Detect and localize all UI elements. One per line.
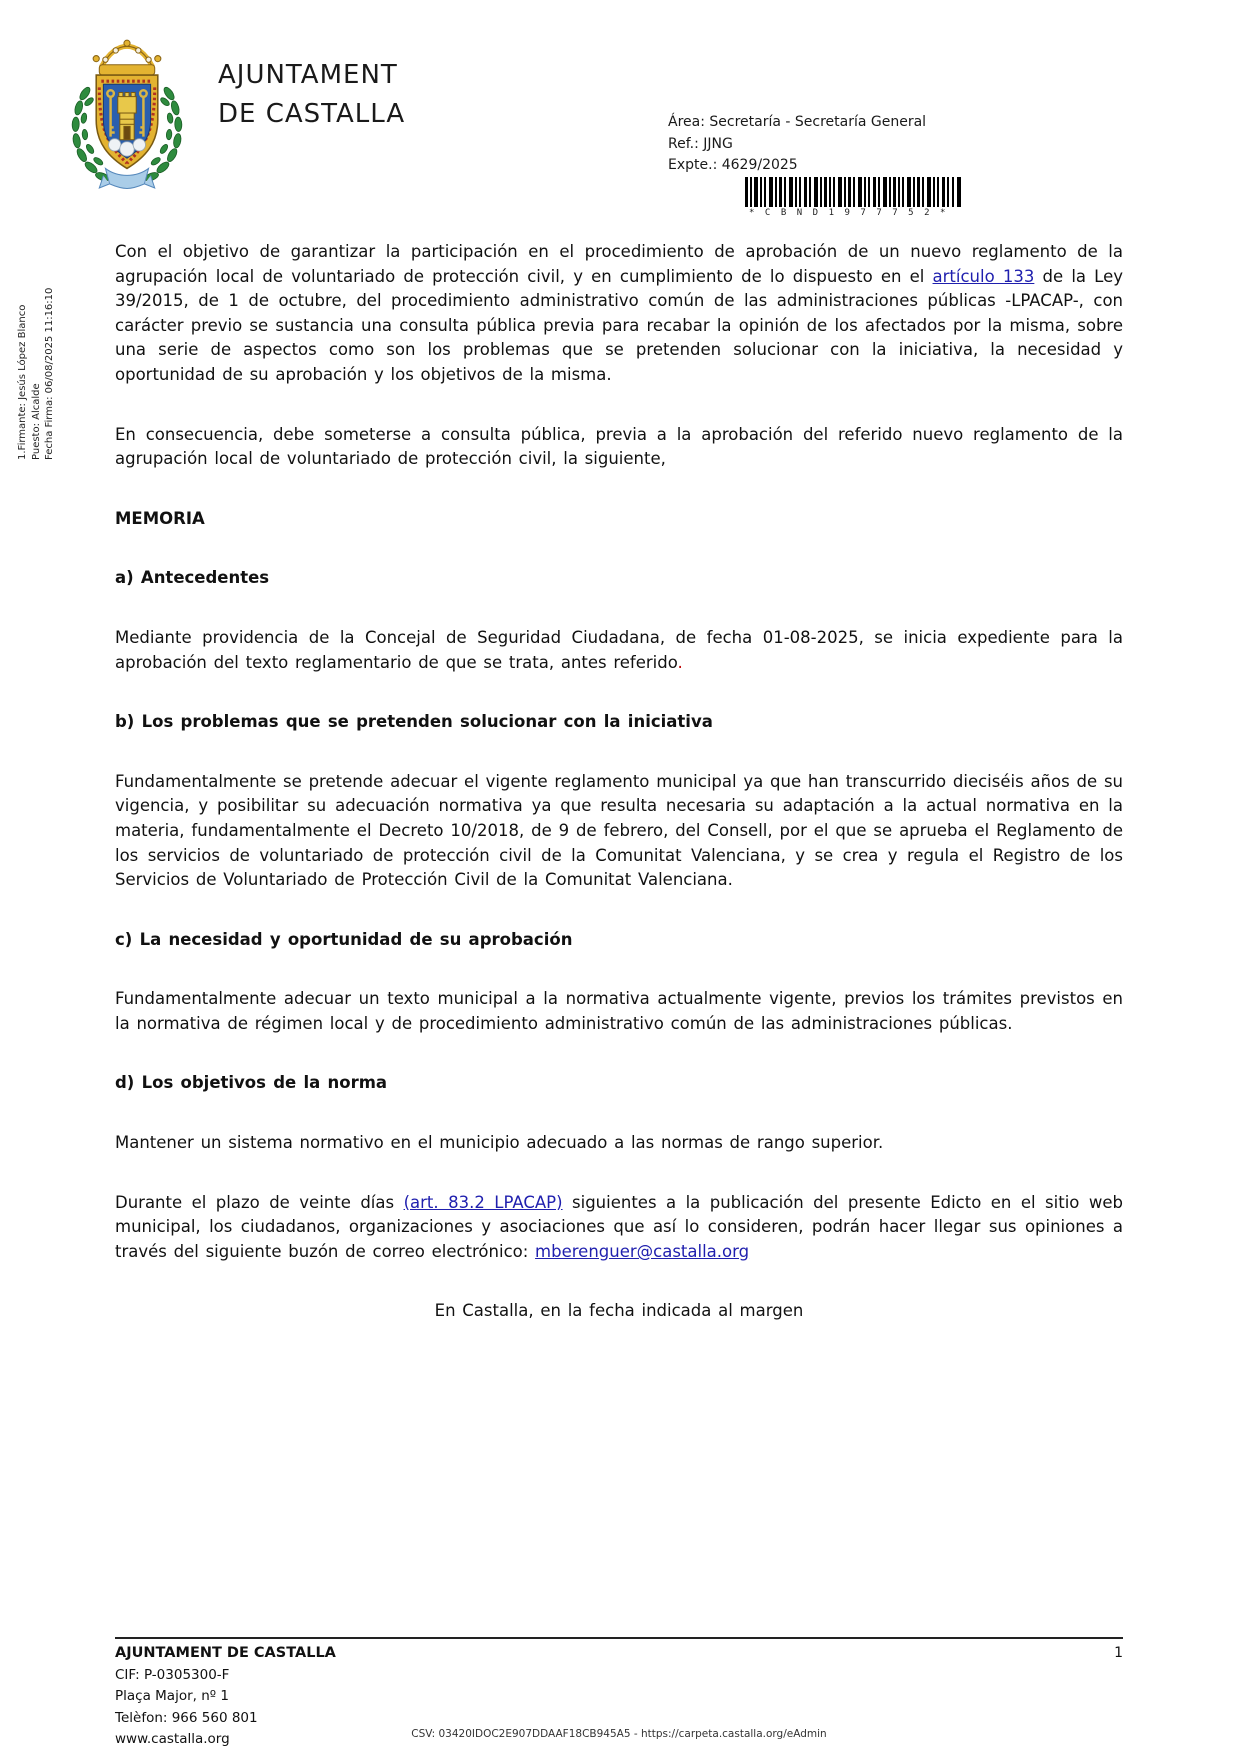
- document-metadata: [668, 112, 926, 177]
- section-d-heading: d) Los objetivos de la norma: [115, 1073, 388, 1093]
- section-d-paragraph: Mantener un sistema normativo en el municipio adecuado a las normas de rango superior.: [115, 1133, 884, 1153]
- footer-divider: [115, 1637, 1123, 1639]
- barcode: [745, 177, 961, 218]
- plazo-text-1: Durante el plazo de veinte días: [115, 1192, 404, 1212]
- section-c-paragraph: Fundamentalmente adecuar un texto municipal a la normativa actualmente vigente, previos los trámites previstos en la normativa de régimen local y de procedimiento administrativo común de las administraciones públicas.: [115, 989, 1123, 1033]
- ribbon: [99, 168, 154, 188]
- footer-org-name: AJUNTAMENT DE CASTALLA: [115, 1645, 336, 1661]
- expte-line: Expte.: 4629/2025: [668, 157, 798, 173]
- section-a-heading: a) Antecedentes: [115, 568, 270, 588]
- email-link[interactable]: mberenguer@castalla.org: [535, 1241, 750, 1261]
- section-a-paragraph: [115, 626, 1123, 675]
- footer-cif: CIF: P-0305300-F: [115, 1666, 230, 1683]
- signer-line: 1.Firmante: Jesús López Blanco: [17, 304, 28, 460]
- barcode-text: *CBND1977752*: [749, 208, 956, 218]
- articulo-133-link[interactable]: artículo 133: [932, 266, 1035, 286]
- closing-line: En Castalla, en la fecha indicada al margen: [434, 1301, 804, 1321]
- intro-text-after-link: de la Ley 39/2015, de 1 de octubre, del procedimiento administrativo común de las administraciones públicas -LPACAP-, con carácter previo se sustancia una consulta pública previa para recabar la opinión de los afectados por la misma, sobre una serie de aspectos como son los problemas que se pretenden solucionar con la iniciativa, la necesidad y oportunidad de su aprobación y los objetivos de la misma.: [115, 266, 1123, 384]
- page-number: 1: [1114, 1645, 1123, 1661]
- red-period: .: [677, 652, 683, 672]
- plazo-text-2: siguientes a la publicación del presente Edicto en el sitio web municipal, los ciudadanos, organizaciones y asociaciones que así lo consideren, podrán hacer llegar sus opiniones a través del siguiente buzón de correo electrónico:: [115, 1192, 1123, 1261]
- signature-margin-text: [16, 248, 58, 460]
- paragraph-plazo: [115, 1191, 1123, 1265]
- signer-role-line: Puesto: Alcalde: [30, 383, 42, 460]
- intro-text-before-link: Con el objetivo de garantizar la participación en el procedimiento de aprobación de un nuevo reglamento de la agrupación local de voluntariado de protección civil, y en cumplimiento de lo dispuesto en el: [115, 242, 1123, 286]
- memoria-heading: MEMORIA: [115, 508, 205, 528]
- section-b-heading: b) Los problemas que se pretenden solucionar con la iniciativa: [115, 712, 713, 732]
- footer-address: Plaça Major, nº 1: [115, 1688, 230, 1704]
- signature-date-line: Fecha Firma: 06/08/2025 11:16:10: [44, 287, 55, 460]
- castalla-coat-of-arms-icon: [64, 34, 190, 190]
- document-body: [115, 240, 1123, 1359]
- barcode-bars-icon: [745, 177, 961, 207]
- org-name-line1: AJUNTAMENT: [218, 60, 398, 90]
- section-a-text: Mediante providencia de la Concejal de Seguridad Ciudadana, de fecha 01-08-2025, se inicia expediente para la aprobación del texto reglamentario de que se trata, antes referido: [115, 627, 1123, 672]
- footer-phone: Telèfon: 966 560 801: [115, 1709, 258, 1726]
- section-b-paragraph: Fundamentalmente se pretende adecuar el vigente reglamento municipal ya que han transcurrido dieciséis años de su vigencia, y posibilitar su adecuación normativa ya que resulta necesaria su adaptación a la actual normativa en la materia, fundamentalmente el Decreto 10/2018, de 9 de febrero, del Consell, por el que se aprueba el Reglamento de los servicios de voluntariado de protección civil de la Comunitat Valenciana, y se crea y regula el Registro de los Servicios de Voluntariado de Protección Civil de la Comunitat Valenciana.: [115, 771, 1123, 890]
- paragraph-consecuencia: En consecuencia, debe someterse a consulta pública, previa a la aprobación del referido nuevo reglamento de la agrupación local de voluntariado de protección civil, la siguiente,: [115, 424, 1123, 469]
- org-logo-text: [218, 56, 405, 134]
- lpacap-article-link[interactable]: (art. 83.2 LPACAP): [403, 1192, 563, 1212]
- crown: [93, 40, 161, 75]
- section-c-heading: c) La necesidad y oportunidad de su aprobación: [115, 929, 573, 949]
- ref-line: Ref.: JJNG: [668, 135, 733, 152]
- csv-line: CSV: 03420IDOC2E907DDAAF18CB945A5 - https://carpeta.castalla.org/eAdmin: [411, 1728, 827, 1740]
- area-line: Área: Secretaría - Secretaría General: [668, 114, 927, 130]
- footer-website: www.castalla.org: [115, 1731, 230, 1747]
- paragraph-intro: [115, 240, 1123, 388]
- shield: [96, 75, 158, 168]
- org-name-line2: DE CASTALLA: [218, 99, 406, 129]
